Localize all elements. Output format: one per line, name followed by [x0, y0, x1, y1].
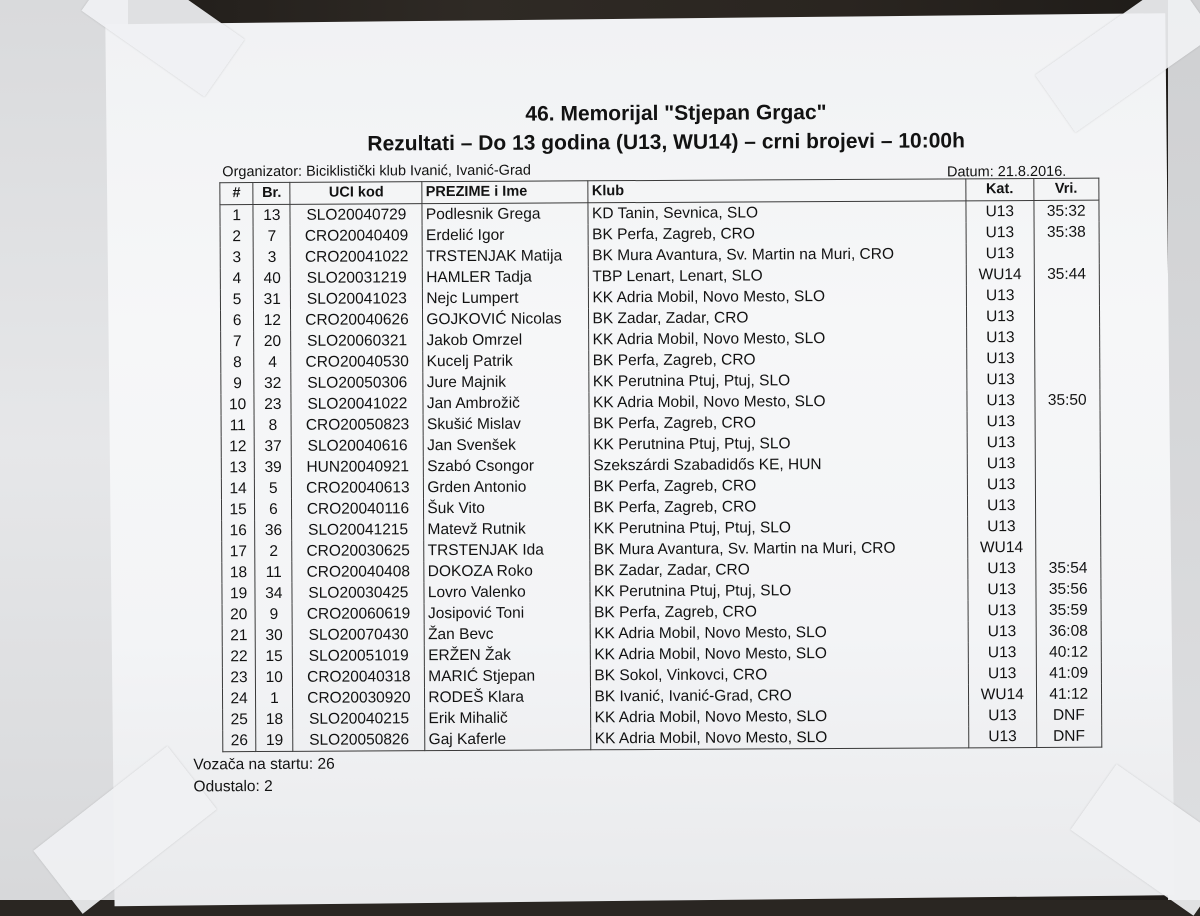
cell-time	[1034, 285, 1100, 306]
cell-time	[1035, 495, 1101, 516]
cell-rank: 26	[223, 730, 256, 752]
cell-category: U13	[967, 306, 1035, 327]
cell-name: RODEŠ Klara	[425, 686, 591, 708]
cell-name: Matevž Rutnik	[424, 518, 590, 540]
cell-time	[1034, 327, 1100, 348]
cell-club: BK Perfa, Zagreb, CRO	[589, 222, 967, 245]
cell-time	[1034, 243, 1100, 264]
cell-bib: 15	[255, 646, 292, 667]
cell-category: WU14	[969, 684, 1037, 705]
cell-uci-code: CRO20040530	[291, 351, 423, 373]
cell-name: TRSTENJAK Matija	[423, 245, 589, 267]
cell-category: U13	[968, 621, 1036, 642]
cell-time: 35:56	[1035, 579, 1101, 600]
cell-time: 41:09	[1036, 663, 1102, 684]
cell-club: KD Tanin, Sevnica, SLO	[588, 201, 966, 224]
footer	[193, 750, 1109, 799]
cell-rank: 10	[221, 394, 254, 415]
cell-rank: 17	[222, 541, 255, 562]
cell-name: Gaj Kaferle	[425, 728, 591, 750]
cell-bib: 23	[254, 394, 291, 415]
cell-bib: 2	[255, 541, 292, 562]
cell-uci-code: SLO20050306	[291, 372, 423, 394]
cell-category: U13	[967, 453, 1035, 474]
cell-bib: 1	[256, 688, 293, 709]
event-title: 46. Memorijal "Stjepan Grgac"	[525, 101, 827, 126]
cell-uci-code: CRO20040318	[293, 666, 425, 688]
cell-time: 35:54	[1035, 558, 1101, 579]
header-name: PREZIME i Ime	[422, 181, 588, 204]
cell-name: Szabó Csongor	[424, 455, 590, 477]
cell-uci-code: CRO20040116	[292, 498, 424, 520]
cell-club: KK Adria Mobil, Novo Mesto, SLO	[591, 705, 969, 728]
header-bib: Br.	[253, 182, 290, 204]
cell-uci-code: CRO20040409	[291, 225, 423, 247]
cell-club: KK Adria Mobil, Novo Mesto, SLO	[589, 285, 967, 308]
cell-time: 35:44	[1034, 264, 1100, 285]
cell-name: Žan Bevc	[425, 623, 591, 645]
cell-time: 35:38	[1034, 222, 1100, 243]
cell-category: U13	[967, 369, 1035, 390]
cell-name: Jan Ambrožič	[423, 392, 589, 414]
cell-name: TRSTENJAK Ida	[424, 539, 590, 561]
cell-bib: 30	[255, 625, 292, 646]
cell-time	[1034, 369, 1100, 390]
cell-time	[1035, 411, 1101, 432]
cell-uci-code: CRO20040626	[291, 309, 423, 331]
cell-bib: 6	[255, 499, 292, 520]
cell-rank: 3	[220, 247, 253, 268]
cell-rank: 20	[222, 604, 255, 625]
cell-bib: 8	[254, 415, 291, 436]
cell-time: 35:50	[1034, 390, 1100, 411]
cell-time	[1034, 306, 1100, 327]
cell-name: Jure Majnik	[423, 371, 589, 393]
cell-bib: 7	[253, 226, 290, 247]
date-text: Datum: 21.8.2016.	[946, 163, 1067, 181]
cell-rank: 7	[221, 331, 254, 352]
cell-bib: 34	[255, 583, 292, 604]
header-rank: #	[220, 183, 253, 205]
cell-rank: 14	[221, 478, 254, 499]
cell-name: GOJKOVIĆ Nicolas	[423, 308, 589, 330]
cell-club: BK Ivanić, Ivanić-Grad, CRO	[591, 684, 969, 707]
cell-club: KK Perutnina Ptuj, Ptuj, SLO	[590, 516, 968, 539]
cell-club: BK Perfa, Zagreb, CRO	[590, 495, 968, 518]
retired-count: Odustalo: 2	[193, 777, 273, 796]
cell-time: 41:12	[1036, 684, 1102, 705]
cell-category: U13	[967, 411, 1035, 432]
cell-category: U13	[968, 579, 1036, 600]
cell-category: U13	[967, 390, 1035, 411]
cell-category: WU14	[968, 537, 1036, 558]
cell-category: U13	[966, 222, 1034, 243]
cell-uci-code: CRO20041022	[291, 246, 423, 268]
cell-category: U13	[967, 432, 1035, 453]
cell-rank: 15	[221, 499, 254, 520]
cell-club: BK Zadar, Zadar, CRO	[589, 306, 967, 329]
cell-uci-code: CRO20060619	[293, 603, 425, 625]
cell-time	[1035, 537, 1101, 558]
cell-rank: 11	[221, 415, 254, 436]
cell-bib: 20	[254, 331, 291, 352]
cell-uci-code: CRO20040408	[292, 561, 424, 583]
cell-bib: 32	[254, 373, 291, 394]
cell-category: U13	[968, 558, 1036, 579]
cell-club: BK Mura Avantura, Sv. Martin na Muri, CRO	[590, 537, 968, 560]
cell-category: WU14	[966, 264, 1034, 285]
cell-category: U13	[967, 348, 1035, 369]
cell-club: KK Perutnina Ptuj, Ptuj, SLO	[590, 579, 968, 602]
cell-bib: 18	[256, 709, 293, 730]
cell-rank: 4	[220, 268, 253, 289]
header-uci-code: UCI kod	[290, 182, 422, 205]
cell-category: U13	[967, 327, 1035, 348]
cell-club: KK Perutnina Ptuj, Ptuj, SLO	[589, 369, 967, 392]
cell-uci-code: SLO20041022	[291, 393, 423, 415]
cell-club: BK Perfa, Zagreb, CRO	[590, 411, 968, 434]
cell-time: 35:59	[1036, 600, 1102, 621]
cell-bib: 39	[254, 457, 291, 478]
cell-time	[1035, 516, 1101, 537]
cell-rank: 19	[222, 583, 255, 604]
cell-uci-code: CRO20050823	[292, 414, 424, 436]
cell-time	[1035, 432, 1101, 453]
cell-bib: 13	[253, 204, 290, 226]
cell-club: TBP Lenart, Lenart, SLO	[589, 264, 967, 287]
cell-time: 40:12	[1036, 642, 1102, 663]
cell-name: Šuk Vito	[424, 497, 590, 519]
header-club: Klub	[588, 179, 966, 203]
meta-row	[186, 156, 1106, 183]
cell-name: Podlesnik Grega	[422, 203, 588, 225]
cell-name: Nejc Lumpert	[423, 287, 589, 309]
cell-time	[1035, 453, 1101, 474]
cell-rank: 12	[221, 436, 254, 457]
results-table	[219, 178, 1102, 753]
cell-rank: 6	[221, 310, 254, 331]
cell-club: KK Adria Mobil, Novo Mesto, SLO	[591, 726, 969, 749]
cell-club: Szekszárdi Szabadidős KE, HUN	[590, 453, 968, 476]
cell-club: KK Adria Mobil, Novo Mesto, SLO	[591, 642, 969, 665]
cell-uci-code: SLO20031219	[291, 267, 423, 289]
cell-uci-code: SLO20051019	[293, 645, 425, 667]
cell-category: U13	[966, 285, 1034, 306]
cell-bib: 9	[255, 604, 292, 625]
cell-club: KK Perutnina Ptuj, Ptuj, SLO	[590, 432, 968, 455]
cell-club: KK Adria Mobil, Novo Mesto, SLO	[589, 327, 967, 350]
cell-time	[1035, 474, 1101, 495]
cell-uci-code: SLO20040616	[292, 435, 424, 457]
table-row	[223, 726, 1102, 752]
cell-category: U13	[968, 495, 1036, 516]
cell-uci-code: CRO20040613	[292, 477, 424, 499]
starters-count: Vozača na startu: 26	[193, 755, 335, 774]
cell-uci-code: SLO20040215	[293, 708, 425, 730]
cell-rank: 2	[220, 226, 253, 247]
cell-name: ERŽEN Žak	[425, 644, 591, 666]
cell-bib: 4	[254, 352, 291, 373]
cell-bib: 31	[254, 289, 291, 310]
cell-uci-code: SLO20030425	[292, 582, 424, 604]
cell-club: BK Sokol, Vinkovci, CRO	[591, 663, 969, 686]
cell-uci-code: SLO20050826	[293, 729, 425, 751]
cell-bib: 19	[256, 730, 293, 752]
cell-category: U13	[966, 243, 1034, 264]
cell-club: BK Perfa, Zagreb, CRO	[590, 474, 968, 497]
cell-category: U13	[968, 516, 1036, 537]
cell-club: BK Mura Avantura, Sv. Martin na Muri, CRO	[589, 243, 967, 266]
cell-uci-code: SLO20041215	[292, 519, 424, 541]
cell-rank: 1	[220, 205, 253, 227]
cell-uci-code: CRO20030920	[293, 687, 425, 709]
cell-rank: 25	[223, 709, 256, 730]
organizer-text: Organizator: Biciklistički klub Ivanić, Ivanić-Grad	[222, 162, 531, 181]
cell-category: U13	[968, 600, 1036, 621]
cell-club: KK Adria Mobil, Novo Mesto, SLO	[589, 390, 967, 413]
header-time: Vri.	[1033, 178, 1099, 200]
cell-bib: 3	[253, 247, 290, 268]
cell-name: DOKOZA Roko	[424, 560, 590, 582]
cell-name: Skušić Mislav	[423, 413, 589, 435]
cell-name: Kucelj Patrik	[423, 350, 589, 372]
cell-rank: 13	[221, 457, 254, 478]
cell-bib: 12	[254, 310, 291, 331]
document-content	[186, 98, 1110, 799]
cell-rank: 23	[222, 667, 255, 688]
cell-rank: 24	[222, 688, 255, 709]
cell-category: U13	[968, 642, 1036, 663]
cell-name: Grden Antonio	[424, 476, 590, 498]
cell-category: U13	[968, 663, 1036, 684]
cell-rank: 16	[222, 520, 255, 541]
cell-club: KK Adria Mobil, Novo Mesto, SLO	[591, 621, 969, 644]
cell-rank: 9	[221, 373, 254, 394]
cell-time: DNF	[1036, 705, 1102, 726]
cell-bib: 5	[255, 478, 292, 499]
cell-uci-code: CRO20030625	[292, 540, 424, 562]
cell-time: 35:32	[1033, 200, 1099, 222]
cell-name: Lovro Valenko	[424, 581, 590, 603]
cell-club: BK Perfa, Zagreb, CRO	[589, 348, 967, 371]
cell-name: MARIĆ Stjepan	[425, 665, 591, 687]
cell-rank: 18	[222, 562, 255, 583]
cell-club: BK Zadar, Zadar, CRO	[590, 558, 968, 581]
cell-bib: 37	[254, 436, 291, 457]
cell-rank: 21	[222, 625, 255, 646]
cell-name: Erdelić Igor	[422, 224, 588, 246]
cell-name: HAMLER Tadja	[423, 266, 589, 288]
results-body	[220, 200, 1102, 752]
cell-name: Josipović Toni	[424, 602, 590, 624]
cell-category: U13	[967, 474, 1035, 495]
cell-time: DNF	[1036, 726, 1102, 748]
cell-rank: 22	[222, 646, 255, 667]
cell-rank: 5	[220, 289, 253, 310]
cell-name: Jan Svenšek	[424, 434, 590, 456]
cell-name: Jakob Omrzel	[423, 329, 589, 351]
cell-name: Erik Mihalič	[425, 707, 591, 729]
cell-uci-code: SLO20060321	[291, 330, 423, 352]
cell-bib: 40	[253, 268, 290, 289]
cell-club: BK Perfa, Zagreb, CRO	[591, 600, 969, 623]
cell-uci-code: SLO20070430	[293, 624, 425, 646]
cell-time	[1034, 348, 1100, 369]
cell-category: U13	[969, 705, 1037, 726]
cell-category: U13	[966, 200, 1034, 222]
cell-rank: 8	[221, 352, 254, 373]
cell-category: U13	[969, 726, 1037, 748]
cell-bib: 36	[255, 520, 292, 541]
cell-uci-code: SLO20041023	[291, 288, 423, 310]
cell-bib: 11	[255, 562, 292, 583]
cell-uci-code: SLO20040729	[290, 204, 422, 226]
cell-bib: 10	[256, 667, 293, 688]
cell-uci-code: HUN20040921	[292, 456, 424, 478]
cell-time: 36:08	[1036, 621, 1102, 642]
results-title: Rezultati – Do 13 godina (U13, WU14) – crni brojevi – 10:00h	[367, 129, 965, 156]
header-category: Kat.	[966, 178, 1034, 200]
